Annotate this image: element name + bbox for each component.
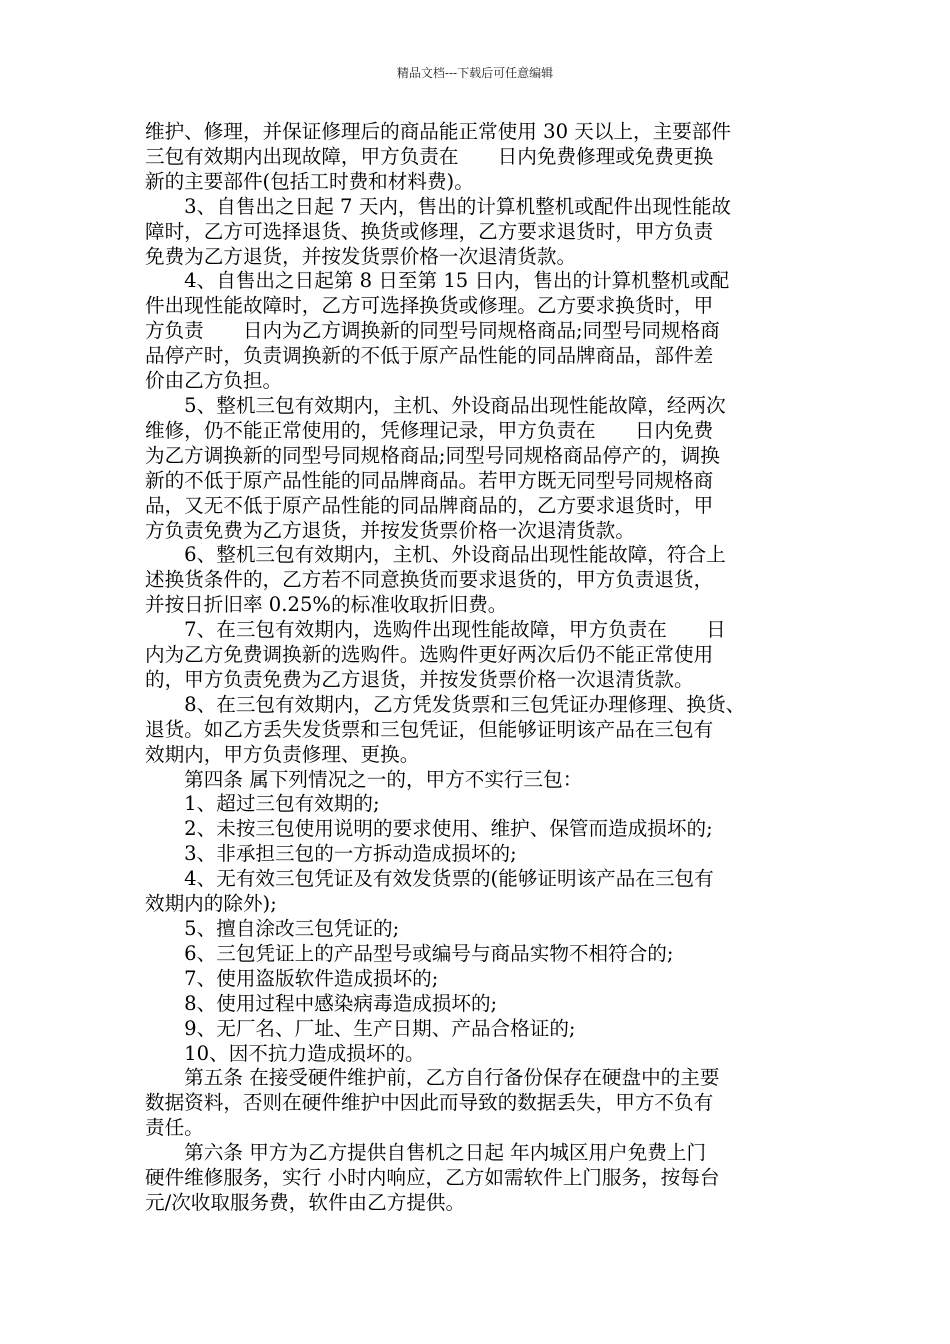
text-line: 件出现性能故障时，乙方可选择换货或修理。乙方要求换货时，甲 — [145, 294, 714, 318]
text-line: 维护、修理，并保证修理后的商品能正常使用 30 天以上，主要部件 — [145, 120, 732, 143]
text-line: 方负责免费为乙方退货，并按发货票价格一次退清货款。 — [145, 518, 635, 542]
text-line: 并按日折旧率 0.25%的标准收取折旧费。 — [145, 593, 508, 617]
text-line: 2、未按三包使用说明的要求使用、维护、保管而造成损坏的; — [145, 817, 713, 841]
text-line: 3、自售出之日起 7 天内，售出的计算机整机或配件出现性能故 — [145, 194, 732, 218]
text-line: 述换货条件的，乙方若不同意换货而要求退货的，甲方负责退货， — [145, 568, 714, 592]
text-line: 新的不低于原产品性能的同品牌商品。若甲方既无同型号同规格商 — [145, 468, 714, 492]
text-line: 为乙方调换新的同型号同规格商品;同型号同规格商品停产的，调换 — [145, 443, 720, 467]
text-line: 责任。 — [145, 1116, 204, 1140]
text-line: 效期内的除外); — [145, 892, 277, 916]
page-header: 精品文档---下载后可任意编辑 — [396, 66, 554, 80]
text-line: 新的主要部件(包括工时费和材料费)。 — [145, 169, 474, 193]
text-line: 免费为乙方退货，并按发货票价格一次退清货款。 — [145, 244, 577, 268]
document-body — [145, 120, 815, 1216]
text-line: 7、在三包有效期内，选购件出现性能故障，甲方负责在 日 — [145, 618, 726, 642]
text-line: 价由乙方负担。 — [145, 369, 283, 393]
text-line: 8、在三包有效期内，乙方凭发货票和三包凭证办理修理、换货、 — [145, 692, 746, 716]
text-line: 3、非承担三包的一方拆动造成损坏的; — [145, 842, 517, 866]
text-line: 9、无厂名、厂址、生产日期、产品合格证的; — [145, 1016, 576, 1040]
text-line: 效期内，甲方负责修理、更换。 — [145, 742, 420, 766]
text-line: 6、整机三包有效期内，主机、外设商品出现性能故障，符合上 — [145, 543, 726, 567]
text-line: 元/次收取服务费，软件由乙方提供。 — [145, 1190, 466, 1214]
text-line: 障时，乙方可选择退货、换货或修理，乙方要求退货时，甲方负责 — [145, 219, 714, 243]
text-line: 第四条 属下列情况之一的，甲方不实行三包： — [145, 767, 583, 791]
text-line: 品停产时，负责调换新的不低于原产品性能的同品牌商品，部件差 — [145, 344, 714, 368]
text-line: 8、使用过程中感染病毒造成损坏的; — [145, 991, 498, 1015]
text-line: 硬件维修服务，实行 小时内响应，乙方如需软件上门服务，按每台 — [145, 1166, 720, 1190]
text-line: 7、使用盗版软件造成损坏的; — [145, 966, 439, 990]
text-line: 品，又无不低于原产品性能的同品牌商品的，乙方要求退货时，甲 — [145, 493, 714, 517]
text-line: 方负责 日内为乙方调换新的同型号同规格商品;同型号同规格商 — [145, 319, 720, 343]
text-line: 4、无有效三包凭证及有效发货票的(能够证明该产品在三包有 — [145, 867, 714, 891]
text-line: 内为乙方免费调换新的选购件。选购件更好两次后仍不能正常使用 — [145, 643, 714, 667]
text-line: 退货。如乙方丢失发货票和三包凭证，但能够证明该产品在三包有 — [145, 717, 714, 741]
text-line: 第五条 在接受硬件维护前，乙方自行备份保存在硬盘中的主要 — [145, 1066, 720, 1090]
text-line: 4、自售出之日起第 8 日至第 15 日内，售出的计算机整机或配 — [145, 269, 730, 293]
text-line: 维修，仍不能正常使用的，凭修理记录，甲方负责在 日内免费 — [145, 418, 714, 442]
text-line: 第六条 甲方为乙方提供自售机之日起 年内城区用户免费上门 — [145, 1141, 707, 1165]
text-line: 5、整机三包有效期内，主机、外设商品出现性能故障，经两次 — [145, 393, 726, 417]
text-line: 10、因不抗力造成损坏的。 — [145, 1041, 425, 1065]
text-line: 1、超过三包有效期的; — [145, 792, 380, 816]
text-line: 的，甲方负责免费为乙方退货，并按发货票价格一次退清货款。 — [145, 667, 694, 691]
text-line: 数据资料，否则在硬件维护中因此而导致的数据丢失，甲方不负有 — [145, 1091, 714, 1115]
text-line: 5、擅自涂改三包凭证的; — [145, 917, 400, 940]
text-line: 三包有效期内出现故障，甲方负责在 日内免费修理或免费更换 — [145, 144, 714, 168]
text-line: 6、三包凭证上的产品型号或编号与商品实物不相符合的; — [145, 941, 674, 965]
